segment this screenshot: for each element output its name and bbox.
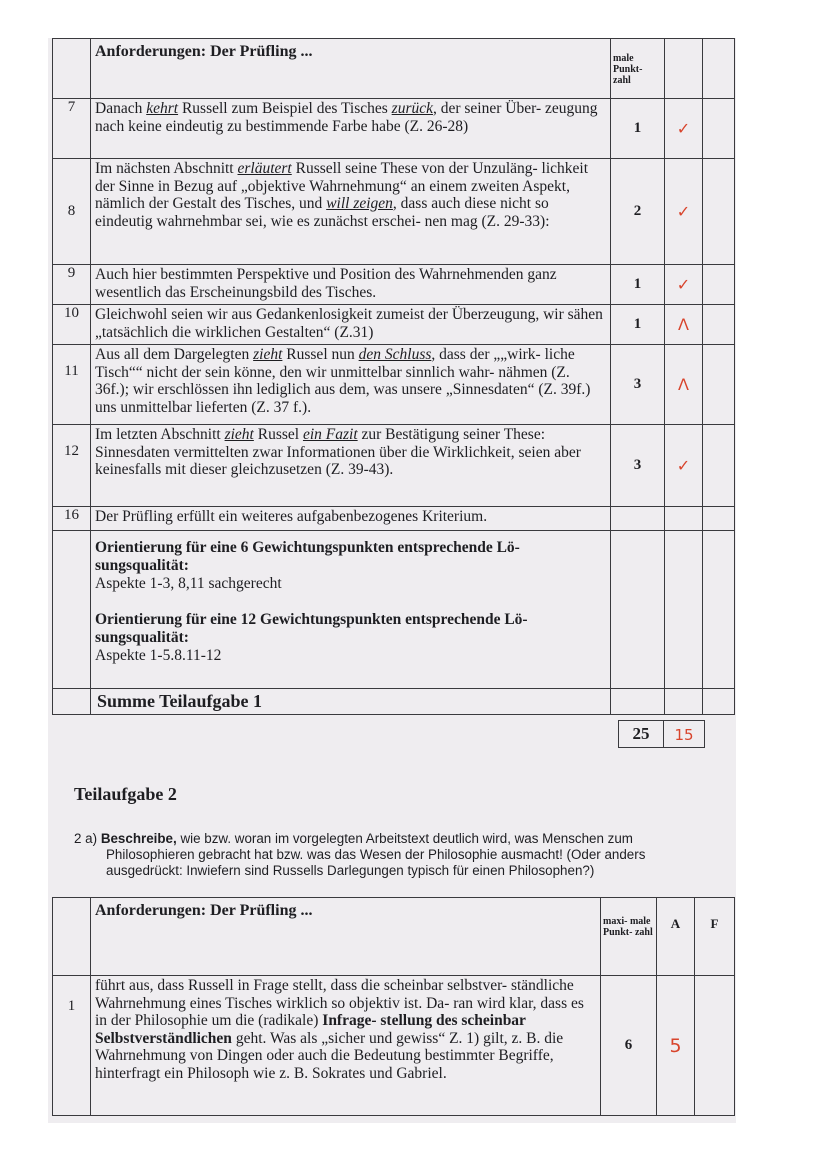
table-row	[53, 265, 735, 305]
circle-check-icon: ✓	[665, 425, 703, 507]
row-text: Im letzten Abschnitt zieht Russel ein Fazit zur Bestätigung seiner These: Sinnesdaten vermittelten zwar Informationen über die Wirklichkeit, seien aber keinesfalls mit dieser gleichzusetzen (Z. 39-43).	[91, 425, 611, 507]
grading-table-1	[52, 38, 735, 715]
checkmark-icon: ✓	[665, 159, 703, 265]
table-header-row	[53, 39, 735, 99]
requirement-header: Anforderungen: Der Prüfling ...	[91, 898, 601, 976]
table-row	[53, 99, 735, 159]
table-row	[53, 425, 735, 507]
requirement-header: Anforderungen: Der Prüfling ...	[91, 39, 611, 99]
max-points: 2	[611, 159, 665, 265]
table-row	[53, 345, 735, 425]
row-text: Auch hier bestimmten Perspektive und Position des Wahrnehmenden ganz wesentlich das Erscheinungsbild des Tisches.	[91, 265, 611, 305]
table-row	[53, 976, 735, 1116]
caret-mark-icon: Λ	[665, 345, 703, 425]
section-title: Teilaufgabe 2	[74, 784, 177, 804]
table-row	[53, 507, 735, 531]
checkmark-icon: ✓	[665, 99, 703, 159]
awarded-points: 5	[657, 976, 695, 1116]
grading-table-2	[52, 897, 735, 1116]
caret-mark-icon: Λ	[665, 305, 703, 345]
column-a-header: A	[657, 898, 695, 976]
row-text: Danach kehrt Russell zum Beispiel des Tisches zurück, der seiner Über- zeugung nach keine eindeutig zu bestimmende Farbe habe (Z. 26-28)	[91, 99, 611, 159]
row-number: 11	[53, 345, 91, 425]
row-text: Im nächsten Abschnitt erläutert Russell seine These von der Unzuläng- lichkeit der Sinne in Bezug auf „objektive Wahrnehmung“ an einem zweiten Aspekt, nämlich der Gestalt des Tisches, und will zeigen, dass auch diese nicht so eindeutig wahrnehmbar sei, wie es zunächst erschei- nen mag (Z. 29-33):	[91, 159, 611, 265]
row-number: 10	[53, 305, 91, 345]
sum-mark-box: 15	[663, 720, 705, 748]
sum-label: Summe Teilaufgabe 1	[91, 689, 611, 715]
row-number: 7	[53, 99, 91, 159]
orientation-row	[53, 531, 735, 689]
row-text: Gleichwohl seien wir aus Gedankenlosigkeit zumeist der Überzeugung, wir sähen „tatsächlich die wirklichen Gestalten“ (Z.31)	[91, 305, 611, 345]
row-number: 12	[53, 425, 91, 507]
row-number: 8	[53, 159, 91, 265]
checkmark-icon: ✓	[665, 265, 703, 305]
max-points: 6	[601, 976, 657, 1116]
max-points: 3	[611, 425, 665, 507]
max-points: 3	[611, 345, 665, 425]
header-num-cell	[53, 39, 91, 99]
table-row	[53, 159, 735, 265]
column-f-header: F	[695, 898, 735, 976]
row-text: Der Prüfling erfüllt ein weiteres aufgabenbezogenes Kriterium.	[91, 507, 611, 531]
max-points: 1	[611, 265, 665, 305]
row-number: 16	[53, 507, 91, 531]
sum-points-box: 25	[618, 720, 664, 748]
orientation-text: Orientierung für eine 6 Gewichtungspunkten entsprechende Lö- sungsqualität: Aspekte 1-3, 8,11 sachgerecht Orientierung für eine 12 Gewichtungspunkten entsprechende Lö- sungsqualität: Aspekte 1-5.8.11-12	[91, 531, 611, 689]
sum-row	[53, 689, 735, 715]
row-text: führt aus, dass Russell in Frage stellt, dass die scheinbar selbstver- ständliche Wahrnehmung eines Tisches wirklich so objektiv ist. Da- ran wird klar, dass es in der Philosophie um die (radikale) Infrage- stellung des scheinbar Selbstverständlichen geht. Was als „sicher und gewiss“ Z. 1) gilt, z. B. die Wahrnehmung von Dingen oder auch die Bedeutung bestimmter Begriffe, hinterfragt ein Philosoph wie z. B. Sokrates und Gabriel.	[91, 976, 601, 1116]
row-number: 1	[53, 976, 91, 1116]
task-description: 2 a) Beschreibe, wie bzw. woran im vorgelegten Arbeitstext deutlich wird, was Menschen zum Philosophieren gebracht hat bzw. was das Wesen der Philosophie ausmacht! (Oder anders ausgedrückt: Inwiefern sind Russells Darlegungen typisch für einen Philosophen?)	[74, 831, 646, 878]
row-text: Aus all dem Dargelegten zieht Russel nun den Schluss, dass der „„wirk- liche Tisch““ nicht der sein könne, den wir unmittelbar sinnlich wahr- nähmen (Z. 36f.); wir erschlössen ihn lediglich aus dem, was unsere „Sinnesdaten“ (Z. 39f.) uns unmittelbar lieferten (Z. 37 f.).	[91, 345, 611, 425]
table-row	[53, 305, 735, 345]
table-header-row	[53, 898, 735, 976]
max-points: 1	[611, 99, 665, 159]
row-number: 9	[53, 265, 91, 305]
max-points: 1	[611, 305, 665, 345]
points-header: maxi- male Punkt- zahl	[601, 898, 657, 976]
points-header: male Punkt- zahl	[611, 39, 665, 99]
